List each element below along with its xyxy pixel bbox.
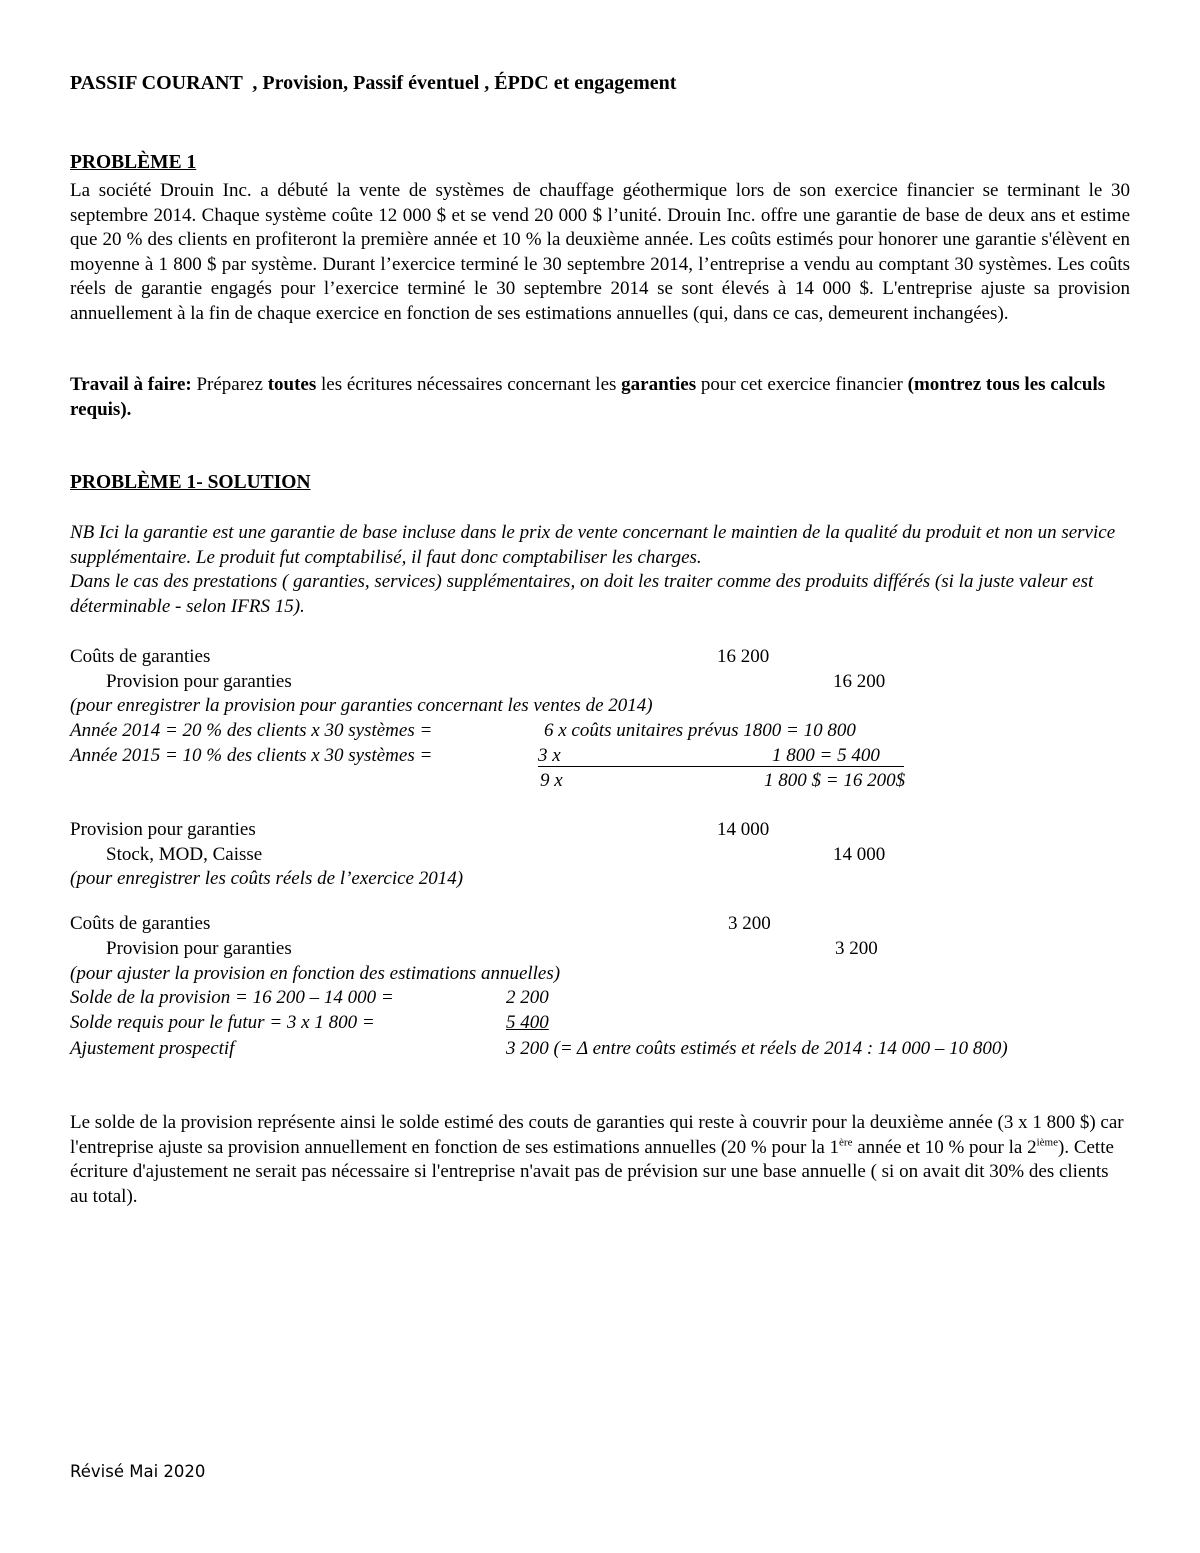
entry3-r3-value: 3 200 (= Δ entre coûts estimés et réels de 2014 : 14 000 – 10 800) xyxy=(506,1038,1008,1059)
conclusion-paragraph xyxy=(70,1111,1130,1209)
task-text-1: Préparez xyxy=(191,374,268,395)
entry1-calc1-value: 6 x coûts unitaires prévus 1800 = 10 800 xyxy=(544,720,856,741)
entry2-credit-amount: 14 000 xyxy=(833,844,886,865)
problem-paragraph: La société Drouin Inc. a débuté la vente de systèmes de chauffage géothermique lors de son exercice financier se terminant le 30 septembre 2014. Chaque système coûte 12 000 $ et se vend 20 000 $ l’unité. Drouin Inc. offre une garantie de base de deux ans et estime que 20 % des clients en profiteront la première année et 10 % la deuxième année. Les coûts estimés pour honorer une garantie s'élèvent en moyenne à 1 800 $ par système. Durant l’exercice terminé le 30 septembre 2014, l’entreprise a vendu au comptant 30 systèmes. Les coûts réels de garantie engagés pour l’exercice terminé le 30 septembre 2014 se sont élevés à 14 000 $. L'entreprise ajuste sa provision annuellement à la fin de chaque exercice en fonction de ses estimations annuelles (qui, dans ce cas, demeurent inchangées). xyxy=(70,180,1130,324)
conclusion-superscript-2: ième xyxy=(1036,1136,1058,1149)
task-bold-3: (montrez tous les calculs requis). xyxy=(70,374,1106,420)
entry2-debit-amount: 14 000 xyxy=(717,819,770,840)
task-label: Travail à faire: xyxy=(70,374,192,395)
entry1-calc2-value: 1 800 = 5 400 xyxy=(772,745,880,766)
entry3-credit-account: Provision pour garanties xyxy=(106,938,292,959)
entry1-total-multiplier: 9 x xyxy=(540,770,563,791)
conclusion-superscript-1: ère xyxy=(839,1136,853,1149)
entry2-explanation: (pour enregistrer les coûts réels de l’exercice 2014) xyxy=(70,868,464,889)
solution-note-2: Dans le cas des prestations ( garanties, services) supplémentaires, on doit les traiter comme des produits différés (si la juste valeur est déterminable - selon IFRS 15). xyxy=(70,571,1094,617)
conclusion-text-3: ). Cette écriture d'ajustement ne serait pas nécessaire si l'entreprise n'avait pas de prévision sur une base annuelle ( si on avait dit 30% des clients au total). xyxy=(70,1136,1114,1207)
entry3-r1-label: Solde de la provision = 16 200 – 14 000 = xyxy=(70,987,394,1008)
entry3-r1-value: 2 200 xyxy=(506,987,549,1008)
task-bold-2: garanties xyxy=(621,374,697,395)
entry1-calc1-label: Année 2014 = 20 % des clients x 30 systèmes = xyxy=(70,720,433,741)
entry1-explanation: (pour enregistrer la provision pour garanties concernant les ventes de 2014) xyxy=(70,695,653,716)
entry2-credit-account: Stock, MOD, Caisse xyxy=(106,844,263,865)
entry3-explanation: (pour ajuster la provision en fonction des estimations annuelles) xyxy=(70,963,561,984)
entry1-credit-account: Provision pour garanties xyxy=(106,671,292,692)
entry1-total-value: 1 800 $ = 16 200$ xyxy=(764,770,906,791)
entry3-debit-amount: 3 200 xyxy=(728,913,771,934)
task-bold-1: toutes xyxy=(267,374,317,395)
entry3-credit-amount: 3 200 xyxy=(835,938,878,959)
entry1-calc2-label: Année 2015 = 10 % des clients x 30 systèmes = xyxy=(70,745,433,766)
entry1-debit-amount: 16 200 xyxy=(717,646,770,667)
entry3-r2-value: 5 400 xyxy=(506,1012,549,1033)
entry3-debit-account: Coûts de garanties xyxy=(70,913,211,934)
conclusion-text-2: année et 10 % pour la 2 xyxy=(852,1136,1037,1158)
entry3-r3-label: Ajustement prospectif xyxy=(70,1038,235,1059)
solution-heading: PROBLÈME 1- SOLUTION xyxy=(70,472,311,493)
problem-heading: PROBLÈME 1 xyxy=(70,152,197,173)
solution-note-1: NB Ici la garantie est une garantie de base incluse dans le prix de vente concernant le maintien de la qualité du produit et non un service supplémentaire. Le produit fut comptabilisé, il faut donc comptabiliser les charges. xyxy=(70,522,1116,568)
task-text-2: les écritures nécessaires concernant les xyxy=(316,374,622,395)
task-text-3: pour cet exercice financier xyxy=(696,374,908,395)
entry1-credit-amount: 16 200 xyxy=(833,671,886,692)
footer-revision: Révisé Mai 2020 xyxy=(70,1462,206,1481)
entry1-calc2-multiplier: 3 x xyxy=(538,745,561,766)
entry1-sum-rule xyxy=(538,766,904,767)
entry2-debit-account: Provision pour garanties xyxy=(70,819,256,840)
task-paragraph xyxy=(70,373,1130,422)
entry1-debit-account: Coûts de garanties xyxy=(70,646,211,667)
entry3-r2-label: Solde requis pour le futur = 3 x 1 800 = xyxy=(70,1012,375,1033)
page-title: PASSIF COURANT , Provision, Passif éventuel , ÉPDC et engagement xyxy=(70,72,677,94)
conclusion-text-1: Le solde de la provision représente ainsi le solde estimé des couts de garanties qui reste à couvrir pour la deuxième année (3 x 1 800 $) car l'entreprise ajuste sa provision annuellement en fonction de ses estimations annuelles (20 % pour la 1 xyxy=(70,1112,1124,1158)
